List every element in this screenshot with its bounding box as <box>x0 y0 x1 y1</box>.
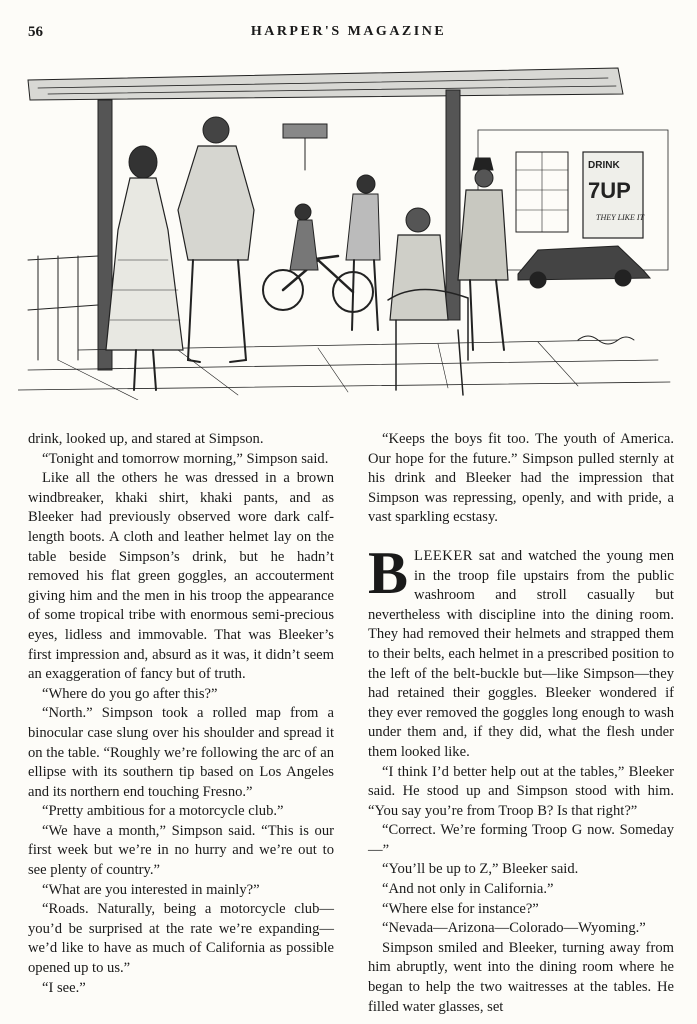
paragraph: “Tonight and tomorrow morning,” Simpson said. <box>42 450 329 467</box>
paragraph: Like all the others he was dressed in a brown windbreaker, khaki shirt, khaki pants, and as Bleeker had previously observed wore dark calf-length boots. A cloth and leather helmet lay on the table beside Simpson’s drink, but he hadn’t removed his flat green goggles, an accouterment giving him and the men in his troop the appearance of some tropical tribe with enormous semi-precious eyes, lidless and immovable. That was Bleeker’s first impression and, absurd as it was, it didn’t seem an exaggeration of fancy but of truth. <box>28 470 334 683</box>
paragraph-with-dropcap <box>368 539 674 763</box>
paragraph: “North.” Simpson took a rolled map from a binocular case slung over his shoulder and spread it on the table. “Roughly we’re following the arc of an ellipse with its southern tip based on Los Angeles and its northern end touching Fresno.” <box>28 705 334 800</box>
paragraph: drink, looked up, and stared at Simpson. <box>28 431 264 447</box>
page-number: 56 <box>28 24 43 40</box>
small-caps-lead: LEEKER <box>414 547 473 564</box>
sign-slogan-text: THEY LIKE IT <box>596 213 645 222</box>
sign-drink-text: DRINK <box>588 160 620 171</box>
paragraph: “Keeps the boys fit too. The youth of America. Our hope for the future.” Simpson pulled sternly at his drink and Bleeker had the impression that Simpson was repressing, openly, and with pride, a vast sparkling ecstasy. <box>368 431 674 526</box>
paragraph: “I think I’d better help out at the tables,” Bleeker said. He stood up and Simpson stood with him. “You say you’re from Troop B? Is that right?” <box>368 763 674 819</box>
paragraph: “Pretty ambitious for a motorcycle club.” <box>42 803 284 820</box>
paragraph: “And not only in California.” <box>382 881 554 898</box>
paragraph: “Where else for instance?” <box>382 900 539 917</box>
magazine-title: HARPER'S MAGAZINE <box>250 24 447 39</box>
paragraph: Simpson smiled and Bleeker, turning away from him abruptly, went into the dining room where he began to help the two waitresses at the tables. He filled water glasses, set <box>368 939 674 1015</box>
sign-7up-text: 7UP <box>588 178 631 203</box>
paragraph: “Where do you go after this?” <box>42 685 218 702</box>
paragraph: “Roads. Naturally, being a motorcycle club—you’d be surprised at the rate we’re expanding—we’d like to have as much of California as possible opened up to us.” <box>28 901 334 977</box>
paragraph: “We have a month,” Simpson said. “This is our first week but we’re in no hurry and we’re out to see plenty of country.” <box>28 822 334 879</box>
paragraph: “I see.” <box>42 979 86 996</box>
drop-cap: B <box>368 539 409 606</box>
paragraph: “Correct. We’re forming Troop G now. Someday—” <box>368 822 674 858</box>
paragraph: “Nevada—Arizona—Colorado—Wyoming.” <box>382 920 646 937</box>
right-column <box>368 430 674 1017</box>
left-column <box>28 430 334 998</box>
paragraph: “What are you interested in mainly?” <box>42 881 260 898</box>
paragraph: “You’ll be up to Z,” Bleeker said. <box>382 861 579 878</box>
illustration-porch-scene <box>18 60 680 400</box>
paragraph-text: sat and watched the young men in the troop file upstairs from the public washroom and stroll casually but nevertheless with discipline into the dining room. They had removed their helmets and strapped them to their belts, each helmet in a prescribed position to the left of the belt-buckle but—like Simpson—they had retained their goggles. Bleeker wondered if they ever removed the goggles long enough to wash under them and, if they did, what the flesh under them looked like. <box>368 547 674 760</box>
